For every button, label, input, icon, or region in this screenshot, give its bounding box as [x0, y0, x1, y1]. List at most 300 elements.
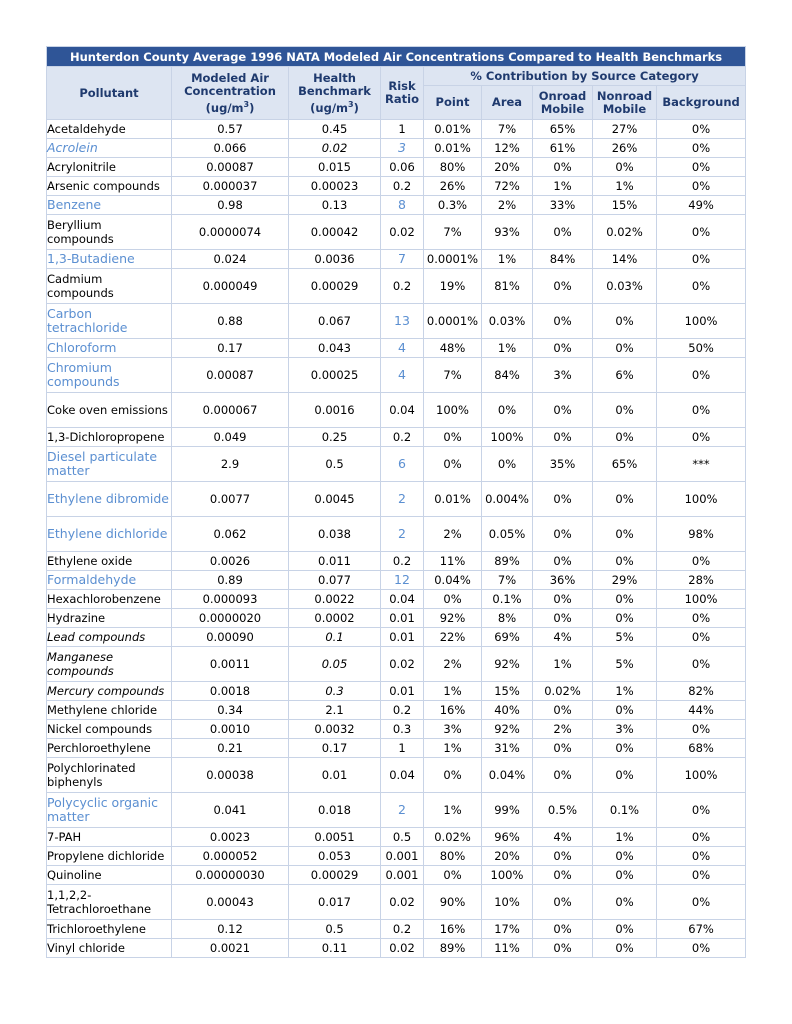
- cell-background: 100%: [657, 482, 746, 517]
- cell-benchmark: 0.17: [289, 739, 381, 758]
- cell-pollutant: Manganese compounds: [47, 647, 172, 682]
- cell-point: 0%: [424, 590, 482, 609]
- cell-nonroad-mobile: 0%: [593, 739, 657, 758]
- cell-risk-ratio: 0.02: [381, 647, 424, 682]
- cell-risk-ratio: 0.2: [381, 920, 424, 939]
- cell-nonroad-mobile: 26%: [593, 139, 657, 158]
- cell-benchmark: 0.3: [289, 682, 381, 701]
- cell-point: 11%: [424, 552, 482, 571]
- cell-concentration: 0.049: [172, 428, 289, 447]
- cell-onroad-mobile: 61%: [533, 139, 593, 158]
- cell-concentration: 0.000049: [172, 269, 289, 304]
- table-row: [47, 758, 746, 793]
- cell-point: 0%: [424, 758, 482, 793]
- cell-concentration: 0.000093: [172, 590, 289, 609]
- cell-point: 19%: [424, 269, 482, 304]
- cell-background: 0%: [657, 139, 746, 158]
- cell-risk-ratio: 0.2: [381, 269, 424, 304]
- cell-background: 68%: [657, 739, 746, 758]
- cell-area: 100%: [482, 866, 533, 885]
- table-body: [47, 120, 746, 958]
- cell-background: 0%: [657, 609, 746, 628]
- cell-benchmark: 0.45: [289, 120, 381, 139]
- cell-benchmark: 0.018: [289, 793, 381, 828]
- cell-area: 8%: [482, 609, 533, 628]
- table-row: [47, 482, 746, 517]
- cell-pollutant: Ethylene dibromide: [47, 482, 172, 517]
- cell-point: 22%: [424, 628, 482, 647]
- cell-area: 0%: [482, 447, 533, 482]
- cell-area: 96%: [482, 828, 533, 847]
- cell-background: 0%: [657, 177, 746, 196]
- cell-point: 0%: [424, 428, 482, 447]
- cell-area: 93%: [482, 215, 533, 250]
- cell-point: 92%: [424, 609, 482, 628]
- cell-risk-ratio: 3: [381, 139, 424, 158]
- cell-background: 98%: [657, 517, 746, 552]
- cell-background: 0%: [657, 828, 746, 847]
- cell-point: 48%: [424, 339, 482, 358]
- cell-risk-ratio: 0.01: [381, 682, 424, 701]
- cell-area: 17%: [482, 920, 533, 939]
- table-row: [47, 939, 746, 958]
- cell-risk-ratio: 0.2: [381, 428, 424, 447]
- cell-onroad-mobile: 0.02%: [533, 682, 593, 701]
- cell-onroad-mobile: 0%: [533, 304, 593, 339]
- cell-pollutant: Hexachlorobenzene: [47, 590, 172, 609]
- cell-benchmark: 0.00029: [289, 866, 381, 885]
- cell-benchmark: 0.015: [289, 158, 381, 177]
- cell-background: 0%: [657, 393, 746, 428]
- cell-risk-ratio: 2: [381, 793, 424, 828]
- cell-background: 100%: [657, 304, 746, 339]
- table-row: [47, 828, 746, 847]
- cell-benchmark: 0.00025: [289, 358, 381, 393]
- cell-risk-ratio: 4: [381, 339, 424, 358]
- cell-onroad-mobile: 1%: [533, 647, 593, 682]
- cell-point: 0.04%: [424, 571, 482, 590]
- cell-benchmark: 0.13: [289, 196, 381, 215]
- cell-concentration: 0.000037: [172, 177, 289, 196]
- cell-nonroad-mobile: 0%: [593, 428, 657, 447]
- cell-nonroad-mobile: 0%: [593, 609, 657, 628]
- cell-nonroad-mobile: 14%: [593, 250, 657, 269]
- cell-risk-ratio: 0.04: [381, 590, 424, 609]
- header-health-benchmark: Health Benchmark $(ug/m^3)$: [289, 67, 381, 120]
- cell-risk-ratio: 0.01: [381, 609, 424, 628]
- table-row: [47, 793, 746, 828]
- cell-pollutant: Formaldehyde: [47, 571, 172, 590]
- table-row: [47, 701, 746, 720]
- cell-background: 0%: [657, 866, 746, 885]
- cell-point: 7%: [424, 358, 482, 393]
- cell-risk-ratio: 4: [381, 358, 424, 393]
- cell-nonroad-mobile: 0%: [593, 920, 657, 939]
- cell-point: 0.01%: [424, 120, 482, 139]
- table-row: [47, 628, 746, 647]
- cell-background: 100%: [657, 590, 746, 609]
- cell-point: 0.0001%: [424, 304, 482, 339]
- cell-background: 0%: [657, 939, 746, 958]
- cell-pollutant: Beryllium compounds: [47, 215, 172, 250]
- cell-risk-ratio: 0.2: [381, 552, 424, 571]
- cell-point: 0%: [424, 866, 482, 885]
- cell-benchmark: 0.053: [289, 847, 381, 866]
- cell-nonroad-mobile: 0%: [593, 552, 657, 571]
- cell-pollutant: Vinyl chloride: [47, 939, 172, 958]
- header-background: Background: [657, 86, 746, 120]
- cell-nonroad-mobile: 0%: [593, 701, 657, 720]
- table-row: [47, 304, 746, 339]
- cell-background: 0%: [657, 720, 746, 739]
- cell-pollutant: 7-PAH: [47, 828, 172, 847]
- cell-risk-ratio: 0.06: [381, 158, 424, 177]
- cell-pollutant: Methylene chloride: [47, 701, 172, 720]
- table-row: [47, 720, 746, 739]
- cell-onroad-mobile: 4%: [533, 628, 593, 647]
- cell-concentration: 0.066: [172, 139, 289, 158]
- cell-nonroad-mobile: 0%: [593, 939, 657, 958]
- table-title: Hunterdon County Average 1996 NATA Modeled Air Concentrations Compared to Health Benchmarks: [47, 47, 746, 67]
- cell-nonroad-mobile: 0%: [593, 158, 657, 177]
- cell-nonroad-mobile: 6%: [593, 358, 657, 393]
- cell-area: 20%: [482, 847, 533, 866]
- cell-area: 7%: [482, 120, 533, 139]
- cell-point: 0%: [424, 447, 482, 482]
- cell-area: 69%: [482, 628, 533, 647]
- cell-pollutant: 1,3-Butadiene: [47, 250, 172, 269]
- cell-area: 15%: [482, 682, 533, 701]
- cell-background: 0%: [657, 428, 746, 447]
- cell-benchmark: 0.5: [289, 447, 381, 482]
- cell-concentration: 0.000052: [172, 847, 289, 866]
- cell-pollutant: Quinoline: [47, 866, 172, 885]
- cell-risk-ratio: 2: [381, 517, 424, 552]
- cell-nonroad-mobile: 0.1%: [593, 793, 657, 828]
- cell-area: 2%: [482, 196, 533, 215]
- header-source-contribution: % Contribution by Source Category: [424, 67, 746, 86]
- cell-benchmark: 0.0032: [289, 720, 381, 739]
- cell-concentration: 0.0077: [172, 482, 289, 517]
- cell-benchmark: 0.0022: [289, 590, 381, 609]
- table-row: [47, 847, 746, 866]
- cell-nonroad-mobile: 65%: [593, 447, 657, 482]
- cell-background: 0%: [657, 628, 746, 647]
- cell-risk-ratio: 0.2: [381, 701, 424, 720]
- cell-background: 0%: [657, 885, 746, 920]
- cell-point: 100%: [424, 393, 482, 428]
- cell-point: 16%: [424, 701, 482, 720]
- cell-onroad-mobile: 0%: [533, 269, 593, 304]
- cell-pollutant: 1,1,2,2-Tetrachloroethane: [47, 885, 172, 920]
- table-row: [47, 139, 746, 158]
- cell-area: 1%: [482, 339, 533, 358]
- cell-pollutant: Ethylene dichloride: [47, 517, 172, 552]
- cell-nonroad-mobile: 0%: [593, 866, 657, 885]
- cell-pollutant: Lead compounds: [47, 628, 172, 647]
- cell-benchmark: 0.1: [289, 628, 381, 647]
- cell-area: 11%: [482, 939, 533, 958]
- cell-benchmark: 2.1: [289, 701, 381, 720]
- cell-point: 0.02%: [424, 828, 482, 847]
- cell-concentration: 0.062: [172, 517, 289, 552]
- cell-onroad-mobile: 4%: [533, 828, 593, 847]
- cell-benchmark: 0.038: [289, 517, 381, 552]
- table-row: [47, 739, 746, 758]
- cell-area: 0.05%: [482, 517, 533, 552]
- cell-background: 0%: [657, 552, 746, 571]
- cell-nonroad-mobile: 29%: [593, 571, 657, 590]
- header-modeled-concentration: Modeled Air Concentration $(ug/m^3)$: [172, 67, 289, 120]
- cell-background: 0%: [657, 647, 746, 682]
- cell-onroad-mobile: 0%: [533, 158, 593, 177]
- cell-risk-ratio: 6: [381, 447, 424, 482]
- cell-area: 92%: [482, 647, 533, 682]
- cell-onroad-mobile: 35%: [533, 447, 593, 482]
- table-row: [47, 609, 746, 628]
- cell-pollutant: Coke oven emissions: [47, 393, 172, 428]
- cell-concentration: 0.0000074: [172, 215, 289, 250]
- cell-area: 99%: [482, 793, 533, 828]
- cell-onroad-mobile: 0%: [533, 920, 593, 939]
- header-pollutant: Pollutant: [47, 67, 172, 120]
- cell-concentration: 0.00000030: [172, 866, 289, 885]
- cell-risk-ratio: 0.01: [381, 628, 424, 647]
- cell-benchmark: 0.02: [289, 139, 381, 158]
- cell-background: 0%: [657, 358, 746, 393]
- table-row: [47, 393, 746, 428]
- cell-concentration: 0.0011: [172, 647, 289, 682]
- cell-benchmark: 0.067: [289, 304, 381, 339]
- cell-point: 2%: [424, 647, 482, 682]
- cell-concentration: 0.57: [172, 120, 289, 139]
- cell-background: 0%: [657, 269, 746, 304]
- cell-risk-ratio: 12: [381, 571, 424, 590]
- cell-benchmark: 0.01: [289, 758, 381, 793]
- cell-background: 0%: [657, 158, 746, 177]
- cell-pollutant: Perchloroethylene: [47, 739, 172, 758]
- cell-onroad-mobile: 33%: [533, 196, 593, 215]
- cell-background: 44%: [657, 701, 746, 720]
- cell-area: 84%: [482, 358, 533, 393]
- cell-point: 26%: [424, 177, 482, 196]
- cell-point: 89%: [424, 939, 482, 958]
- table-row: [47, 590, 746, 609]
- cell-concentration: 0.00090: [172, 628, 289, 647]
- cell-nonroad-mobile: 0%: [593, 482, 657, 517]
- cell-benchmark: 0.0016: [289, 393, 381, 428]
- cell-pollutant: Chromium compounds: [47, 358, 172, 393]
- cell-benchmark: 0.0002: [289, 609, 381, 628]
- cell-pollutant: Polychlorinated biphenyls: [47, 758, 172, 793]
- cell-risk-ratio: 0.5: [381, 828, 424, 847]
- cell-area: 0.04%: [482, 758, 533, 793]
- cell-risk-ratio: 0.02: [381, 939, 424, 958]
- table-row: [47, 269, 746, 304]
- cell-benchmark: 0.0051: [289, 828, 381, 847]
- cell-nonroad-mobile: 0%: [593, 304, 657, 339]
- cell-onroad-mobile: 3%: [533, 358, 593, 393]
- cell-point: 0.0001%: [424, 250, 482, 269]
- cell-point: 0.3%: [424, 196, 482, 215]
- cell-concentration: 0.0023: [172, 828, 289, 847]
- cell-area: 72%: [482, 177, 533, 196]
- cell-onroad-mobile: 84%: [533, 250, 593, 269]
- cell-pollutant: Propylene dichloride: [47, 847, 172, 866]
- cell-risk-ratio: 0.001: [381, 866, 424, 885]
- cell-concentration: 0.00038: [172, 758, 289, 793]
- cell-area: 1%: [482, 250, 533, 269]
- table-row: [47, 339, 746, 358]
- header-onroad-mobile: Onroad Mobile: [533, 86, 593, 120]
- cell-nonroad-mobile: 0.02%: [593, 215, 657, 250]
- cell-onroad-mobile: 0%: [533, 939, 593, 958]
- cell-point: 2%: [424, 517, 482, 552]
- cell-pollutant: Nickel compounds: [47, 720, 172, 739]
- cell-onroad-mobile: 1%: [533, 177, 593, 196]
- cell-background: 67%: [657, 920, 746, 939]
- cell-area: 10%: [482, 885, 533, 920]
- cell-benchmark: 0.077: [289, 571, 381, 590]
- cell-pollutant: Hydrazine: [47, 609, 172, 628]
- cell-benchmark: 0.0036: [289, 250, 381, 269]
- table-row: [47, 428, 746, 447]
- cell-area: 89%: [482, 552, 533, 571]
- cell-onroad-mobile: 0%: [533, 552, 593, 571]
- cell-onroad-mobile: 0%: [533, 866, 593, 885]
- cell-concentration: 0.0018: [172, 682, 289, 701]
- cell-area: 40%: [482, 701, 533, 720]
- cell-concentration: 0.88: [172, 304, 289, 339]
- table-row: [47, 866, 746, 885]
- cell-point: 90%: [424, 885, 482, 920]
- cell-concentration: 0.21: [172, 739, 289, 758]
- cell-risk-ratio: 1: [381, 739, 424, 758]
- cell-pollutant: Cadmium compounds: [47, 269, 172, 304]
- cell-onroad-mobile: 0%: [533, 701, 593, 720]
- cell-point: 1%: [424, 739, 482, 758]
- header-area: Area: [482, 86, 533, 120]
- cell-concentration: 0.024: [172, 250, 289, 269]
- cell-pollutant: Arsenic compounds: [47, 177, 172, 196]
- cell-risk-ratio: 0.02: [381, 215, 424, 250]
- cell-onroad-mobile: 36%: [533, 571, 593, 590]
- cell-nonroad-mobile: 5%: [593, 647, 657, 682]
- cell-onroad-mobile: 0.5%: [533, 793, 593, 828]
- table-row: [47, 552, 746, 571]
- cell-area: 0.1%: [482, 590, 533, 609]
- cell-onroad-mobile: 0%: [533, 885, 593, 920]
- cell-area: 0.004%: [482, 482, 533, 517]
- cell-concentration: 0.89: [172, 571, 289, 590]
- cell-background: 0%: [657, 215, 746, 250]
- cell-area: 100%: [482, 428, 533, 447]
- cell-nonroad-mobile: 0%: [593, 885, 657, 920]
- cell-risk-ratio: 0.02: [381, 885, 424, 920]
- cell-concentration: 0.00087: [172, 158, 289, 177]
- cell-background: 0%: [657, 250, 746, 269]
- cell-background: 50%: [657, 339, 746, 358]
- cell-pollutant: 1,3-Dichloropropene: [47, 428, 172, 447]
- cell-nonroad-mobile: 1%: [593, 828, 657, 847]
- cell-onroad-mobile: 65%: [533, 120, 593, 139]
- table-row: [47, 196, 746, 215]
- header-risk-ratio: Risk Ratio: [381, 67, 424, 120]
- cell-concentration: 0.0021: [172, 939, 289, 958]
- cell-area: 12%: [482, 139, 533, 158]
- cell-point: 16%: [424, 920, 482, 939]
- cell-onroad-mobile: 0%: [533, 517, 593, 552]
- cell-nonroad-mobile: 0.03%: [593, 269, 657, 304]
- cell-onroad-mobile: 0%: [533, 393, 593, 428]
- table-row: [47, 517, 746, 552]
- cell-onroad-mobile: 0%: [533, 590, 593, 609]
- cell-pollutant: Acrolein: [47, 139, 172, 158]
- cell-onroad-mobile: 0%: [533, 215, 593, 250]
- cell-pollutant: Acrylonitrile: [47, 158, 172, 177]
- cell-nonroad-mobile: 27%: [593, 120, 657, 139]
- cell-nonroad-mobile: 0%: [593, 393, 657, 428]
- cell-point: 7%: [424, 215, 482, 250]
- cell-risk-ratio: 0.04: [381, 758, 424, 793]
- table-row: [47, 358, 746, 393]
- table-row: [47, 447, 746, 482]
- cell-pollutant: Benzene: [47, 196, 172, 215]
- cell-area: 0.03%: [482, 304, 533, 339]
- cell-benchmark: 0.00023: [289, 177, 381, 196]
- table-row: [47, 920, 746, 939]
- cell-nonroad-mobile: 15%: [593, 196, 657, 215]
- cell-benchmark: 0.05: [289, 647, 381, 682]
- table-row: [47, 120, 746, 139]
- cell-onroad-mobile: 0%: [533, 482, 593, 517]
- cell-pollutant: Carbon tetrachloride: [47, 304, 172, 339]
- table-row: [47, 885, 746, 920]
- table-row: [47, 250, 746, 269]
- cell-pollutant: Ethylene oxide: [47, 552, 172, 571]
- cell-point: 80%: [424, 847, 482, 866]
- cell-onroad-mobile: 0%: [533, 428, 593, 447]
- cell-pollutant: Diesel particulate matter: [47, 447, 172, 482]
- cell-pollutant: Polycyclic organic matter: [47, 793, 172, 828]
- cell-background: 0%: [657, 120, 746, 139]
- cell-onroad-mobile: 0%: [533, 847, 593, 866]
- cell-benchmark: 0.043: [289, 339, 381, 358]
- cell-onroad-mobile: 0%: [533, 739, 593, 758]
- cell-risk-ratio: 0.001: [381, 847, 424, 866]
- cell-benchmark: 0.25: [289, 428, 381, 447]
- table-row: [47, 647, 746, 682]
- table-row: [47, 682, 746, 701]
- cell-onroad-mobile: 0%: [533, 339, 593, 358]
- header-nonroad-mobile: Nonroad Mobile: [593, 86, 657, 120]
- header-point: Point: [424, 86, 482, 120]
- table-row: [47, 571, 746, 590]
- cell-point: 80%: [424, 158, 482, 177]
- cell-benchmark: 0.011: [289, 552, 381, 571]
- cell-point: 0.01%: [424, 482, 482, 517]
- cell-risk-ratio: 8: [381, 196, 424, 215]
- cell-concentration: 0.0010: [172, 720, 289, 739]
- cell-benchmark: 0.0045: [289, 482, 381, 517]
- cell-nonroad-mobile: 3%: [593, 720, 657, 739]
- cell-concentration: 0.0000020: [172, 609, 289, 628]
- cell-background: 82%: [657, 682, 746, 701]
- cell-risk-ratio: 7: [381, 250, 424, 269]
- cell-risk-ratio: 0.2: [381, 177, 424, 196]
- cell-concentration: 0.000067: [172, 393, 289, 428]
- cell-area: 81%: [482, 269, 533, 304]
